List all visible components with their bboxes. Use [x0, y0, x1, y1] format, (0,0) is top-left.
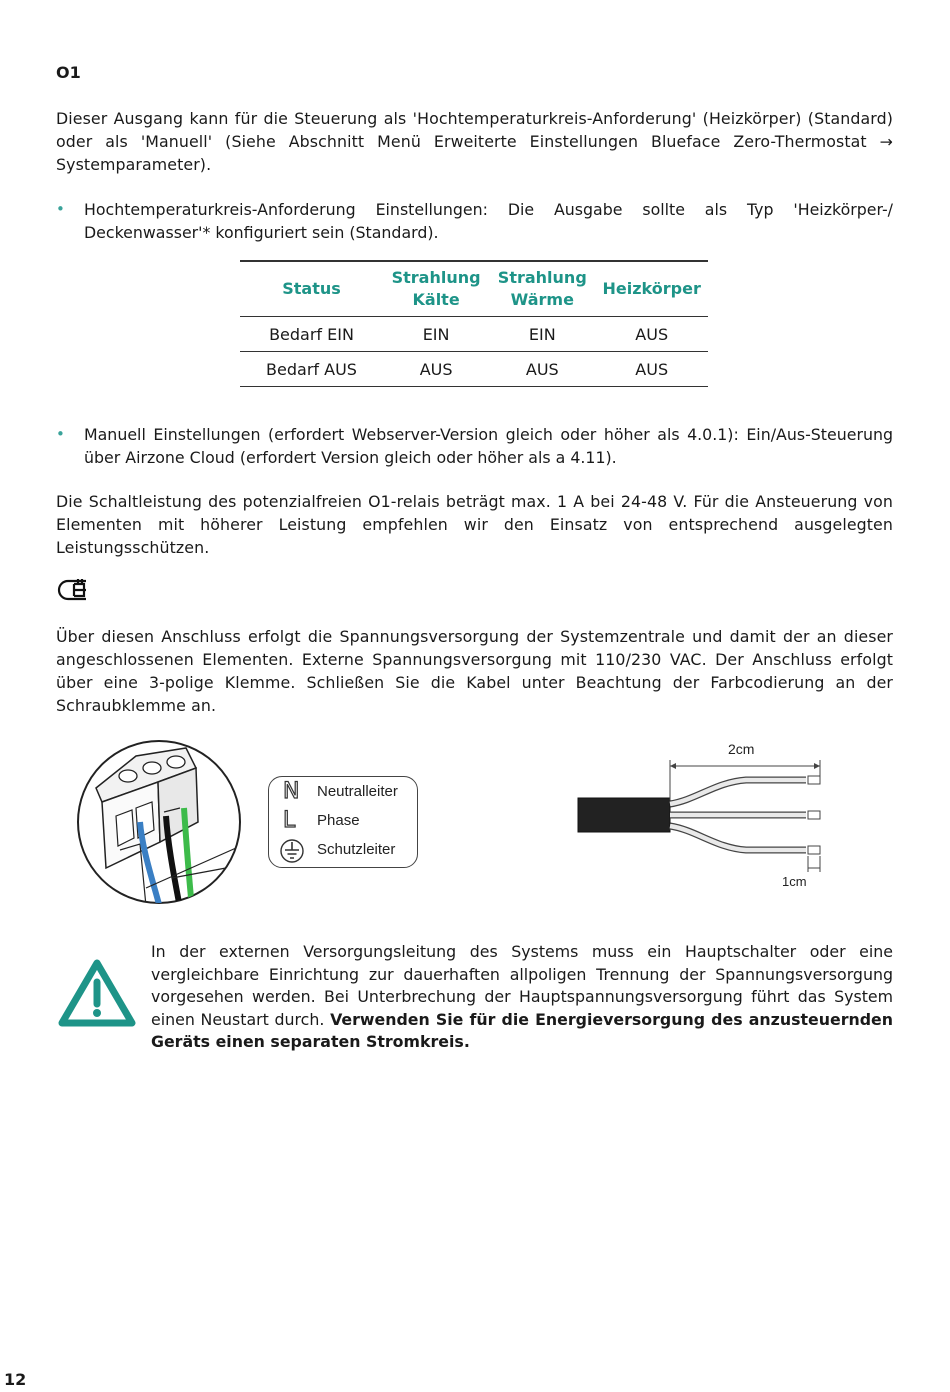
table-cell: AUS — [489, 352, 595, 387]
intro-paragraph: Dieser Ausgang kann für die Steuerung als 'Hochtemperaturkreis-Anforderung' (Heizkörper) (Standard) oder als 'Manuell' (Siehe Abschnitt Menü Erweiterte Einstellungen Blueface Zero-Thermostat → Systemparameter). — [56, 109, 893, 174]
table-cell: Bedarf EIN — [240, 317, 383, 352]
bullet-item-manual — [56, 423, 893, 469]
bullet-dot: • — [56, 425, 65, 443]
table-header-cell: Strahlung Kälte — [383, 261, 489, 317]
neutral-symbol-icon: N — [283, 779, 300, 804]
bullet-text: Hochtemperaturkreis-Anforderung Einstellungen: Die Ausgabe sollte als Typ 'Heizkörper-/ Deckenwasser'* konfiguriert sein (Standard). — [84, 200, 893, 242]
page-number: 12 — [4, 1370, 27, 1389]
section-title: O1 — [56, 63, 81, 82]
cable-strip-illustration — [576, 760, 826, 880]
status-table — [240, 260, 708, 387]
warning-body: In der externen Versorgungsleitung des Systems muss ein Hauptschalter oder eine vergleichbare Einrichtung zur dauerhaften allpoligen Trennung der Spannungsversorgung vorgesehen werden. Bei Unterbrechung der Hauptspannungsversorgung führt das System einen Neustart durch. — [151, 942, 893, 1029]
table-row — [240, 352, 708, 387]
table-header-cell: Strahlung Wärme — [489, 261, 595, 317]
power-plug-icon — [56, 573, 90, 605]
warning-emphasis: Verwenden Sie für die Energieversorgung des anzusteuernden Geräts einen separaten Stromkreis. — [151, 1009, 894, 1052]
table-cell: AUS — [595, 317, 708, 352]
bullet-dot: • — [56, 200, 65, 218]
strip-length-label: 2cm — [728, 741, 755, 757]
warning-triangle-icon — [58, 958, 136, 1028]
table-cell: AUS — [383, 352, 489, 387]
table-header-cell: Heizkörper — [595, 261, 708, 317]
table-header-row — [240, 261, 708, 317]
insulation-length-label: 1cm — [782, 874, 807, 889]
legend-label: Phase — [317, 812, 360, 829]
legend-label: Neutralleiter — [317, 783, 398, 800]
earth-symbol-icon — [279, 838, 305, 864]
table-header-cell: Status — [240, 261, 383, 317]
warning-text — [151, 941, 893, 1054]
bullet-item-high-temp — [56, 198, 893, 244]
table-cell: EIN — [489, 317, 595, 352]
table-row — [240, 317, 708, 352]
terminal-block-illustration — [76, 738, 242, 906]
phase-symbol-icon: L — [283, 808, 296, 833]
wire-legend — [268, 776, 418, 868]
power-paragraph: Über diesen Anschluss erfolgt die Spannungsversorgung der Systemzentrale und damit der an dieser angeschlossenen Elementen. Externe Spannungsversorgung mit 110/230 VAC. Der Anschluss erfolgt über eine 3-polige Klemme. Schließen Sie die Kabel unter Beachtung der Farbcodierung an der Schraubklemme an. — [56, 627, 893, 715]
bullet-text: Manuell Einstellungen (erfordert Webserver-Version gleich oder höher als 4.0.1): Ein/Aus-Steuerung über Airzone Cloud (erfordert Version gleich oder höher als a 4.11). — [84, 425, 893, 467]
table-cell: EIN — [383, 317, 489, 352]
relay-paragraph: Die Schaltleistung des potenzialfreien O1-relais beträgt max. 1 A bei 24-48 V. Für die Ansteuerung von Elementen mit höherer Leistung empfehlen wir den Einsatz von entsprechend ausgelegten Leistungsschützen. — [56, 492, 893, 557]
legend-label: Schutzleiter — [317, 841, 396, 858]
table-cell: AUS — [595, 352, 708, 387]
table-cell: Bedarf AUS — [240, 352, 383, 387]
